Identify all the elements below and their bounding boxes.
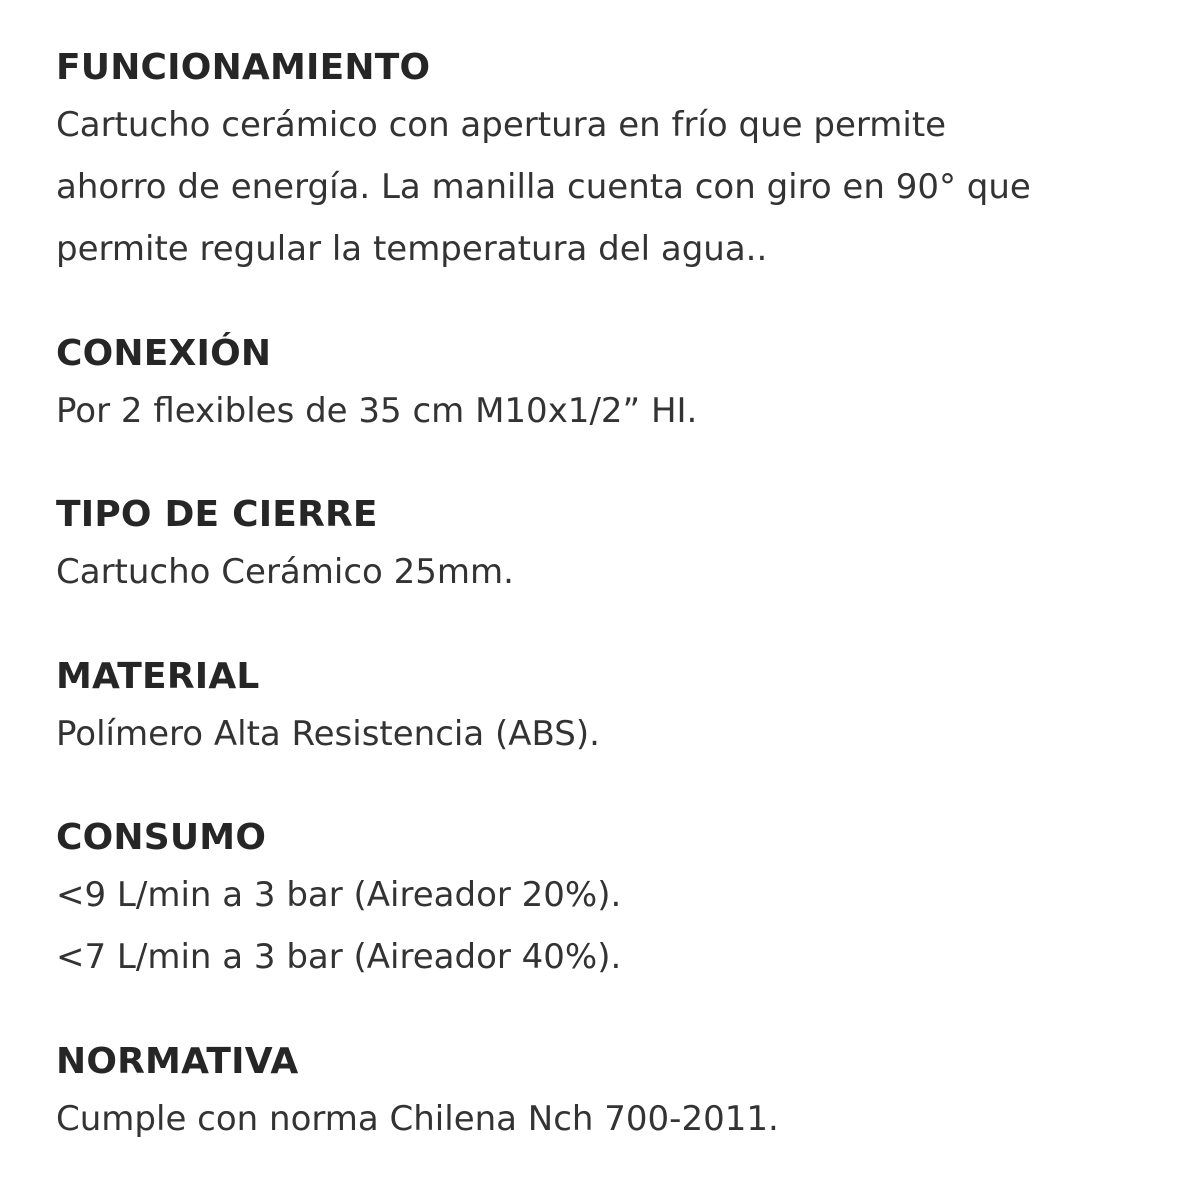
- section-text-line: Por 2 flexibles de 35 cm M10x1/2” HI.: [56, 391, 698, 431]
- section-heading: NORMATIVA: [56, 1041, 299, 1082]
- section-funcionamiento: [56, 44, 1031, 280]
- section-text-line: ahorro de energía. La manilla cuenta con giro en 90° que: [56, 167, 1031, 207]
- section-text-line: Cumple con norma Chilena Nch 700-2011.: [56, 1099, 779, 1139]
- section-heading: FUNCIONAMIENTO: [56, 47, 431, 88]
- section-normativa: [56, 1038, 779, 1150]
- section-text-line: <7 L/min a 3 bar (Aireador 40%).: [56, 937, 622, 977]
- section-text-line: <9 L/min a 3 bar (Aireador 20%).: [56, 875, 622, 915]
- section-text-line: Cartucho Cerámico 25mm.: [56, 552, 514, 592]
- section-heading: MATERIAL: [56, 656, 260, 697]
- section-consumo: [56, 814, 621, 988]
- section-text-line: Cartucho cerámico con apertura en frío que permite: [56, 105, 947, 145]
- section-text-line: permite regular la temperatura del agua..: [56, 229, 768, 269]
- section-tipo-de-cierre: [56, 491, 514, 603]
- section-heading: TIPO DE CIERRE: [56, 494, 378, 535]
- section-material: [56, 653, 600, 765]
- section-heading: CONEXIÓN: [56, 333, 272, 374]
- section-conexion: [56, 330, 697, 442]
- section-heading: CONSUMO: [56, 817, 267, 858]
- section-text-line: Polímero Alta Resistencia (ABS).: [56, 714, 600, 754]
